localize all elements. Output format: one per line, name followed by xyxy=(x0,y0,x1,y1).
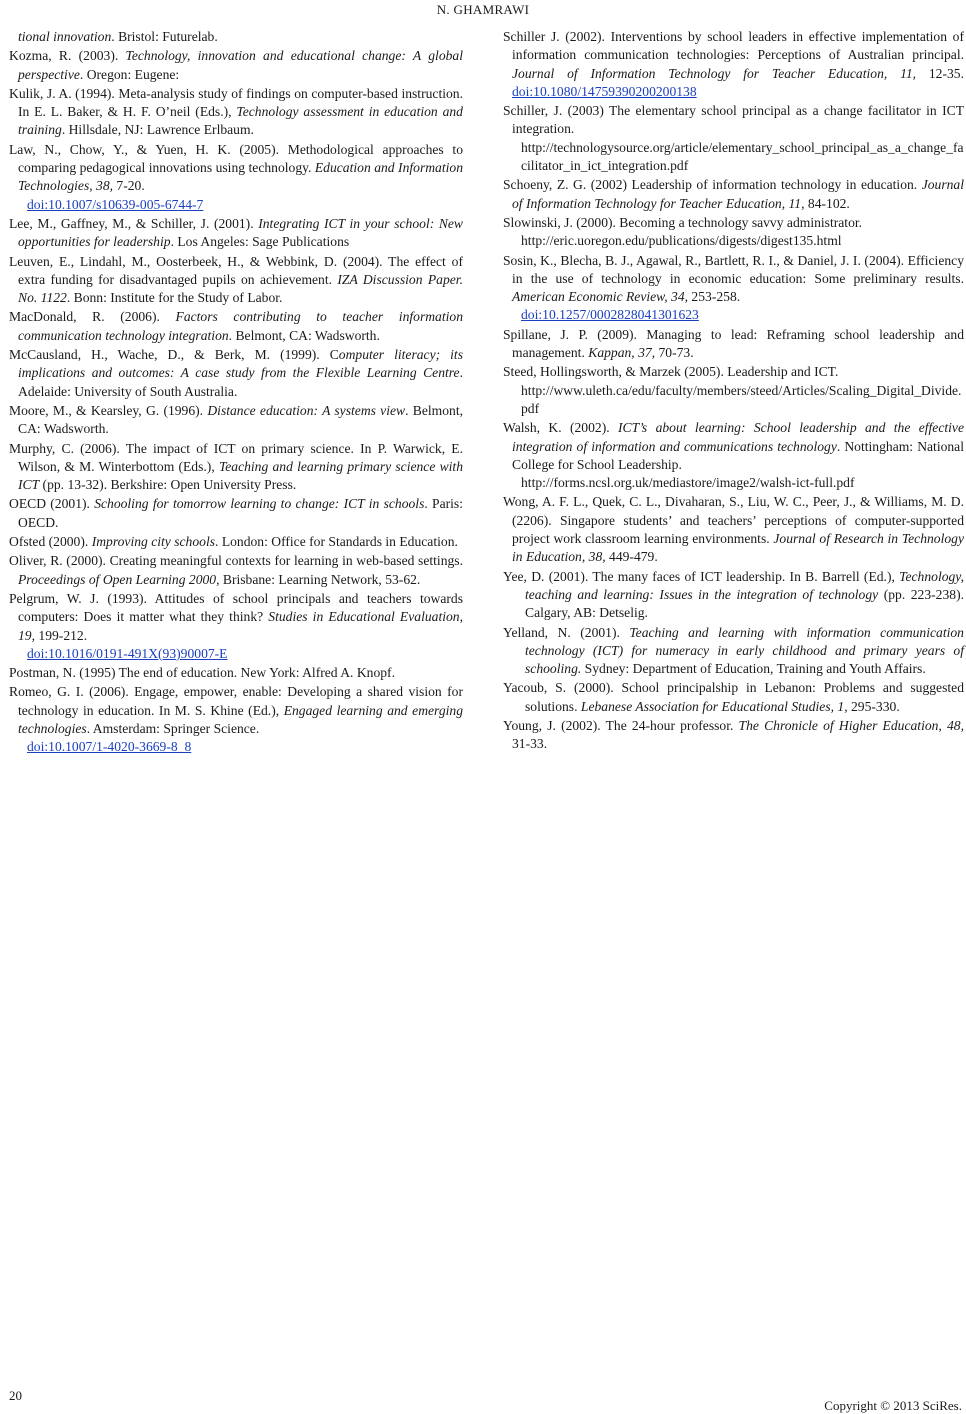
reference-italic-text: IZA Discussion Paper. No. 1122 xyxy=(18,271,463,306)
reference-text: Yelland, N. (2001). xyxy=(503,624,630,640)
reference-entry xyxy=(503,568,964,623)
references-right-column xyxy=(503,28,964,755)
reference-text: . Hillsdale, NJ: Lawrence Erlbaum. xyxy=(61,122,254,138)
reference-italic-text: tional innovation xyxy=(18,29,112,44)
reference-text: (pp. 223-238). Calgary, AB: Detselig. xyxy=(525,586,964,621)
reference-text: MacDonald, R. (2006). xyxy=(9,309,176,325)
reference-italic-text: Lebanese Association for Educational Studies, 1, xyxy=(580,698,848,714)
reference-italic-text: Factors contributing to teacher information communication technology integration xyxy=(18,309,463,343)
reference-text: 7-20. xyxy=(113,178,145,194)
reference-text: . Belmont, CA: Wadsworth. xyxy=(18,402,463,437)
doi-link[interactable]: doi:10.1007/s10639-005-6744-7 xyxy=(27,196,204,212)
reference-italic-text: Journal of Information Technology for Teacher Education, 11, xyxy=(512,177,964,211)
reference-italic-text: Education and Information Technologies, 38, xyxy=(18,160,463,194)
reference-text: Young, J. (2002). The 24-hour professor. xyxy=(503,717,739,733)
reference-text: Kozma, R. (2003). xyxy=(9,48,126,64)
reference-italic-text: Teaching and learning with information communication technology (ICT) for numeracy in early childhood and primary years of schooling. xyxy=(525,624,964,677)
reference-text: Slowinski, J. (2000). Becoming a technology savvy administrator. xyxy=(503,214,863,230)
reference-entry xyxy=(9,85,463,140)
reference-entry xyxy=(503,326,964,363)
doi-link[interactable]: doi:10.1016/0191-491X(93)90007-E xyxy=(27,645,228,661)
reference-text: Yacoub, S. (2000). School principalship in Lebanon: Problems and suggested solutions. xyxy=(503,680,964,714)
reference-italic-text: Teaching and learning primary science with ICT xyxy=(18,458,463,493)
reference-italic-text: Journal of Information Technology for Teacher Education, 11, xyxy=(512,65,917,81)
references-left-column xyxy=(9,28,463,758)
reference-entry xyxy=(503,363,964,418)
reference-italic-text: Engaged learning and emerging technologies xyxy=(18,702,463,736)
reference-italic-text: Technology, teaching and learning: Issues in the integration of technology xyxy=(525,568,964,602)
reference-text: Pelgrum, W. J. (1993). Attitudes of school principals and teachers towards computers: Does it matter what they think? xyxy=(9,590,463,625)
reference-text: . London: Office for Standards in Education. xyxy=(215,534,458,550)
reference-text: Moore, M., & Kearsley, G. (1996). xyxy=(9,402,208,418)
reference-entry xyxy=(9,495,463,532)
reference-url[interactable]: http://technologysource.org/article/elementary_school_principal_as_a_change_facilitator_in_ict_integration.pdf xyxy=(521,139,964,174)
reference-entry xyxy=(9,47,463,84)
reference-entry xyxy=(9,683,463,756)
reference-text: 199-212. xyxy=(35,627,88,643)
reference-text: Spillane, J. P. (2009). Managing to lead: Reframing school leadership and management. xyxy=(503,326,964,361)
reference-text: Romeo, G. I. (2006). Engage, empower, enable: Developing a shared vision for technology in education. In M. S. Khine (Ed.), xyxy=(9,684,463,718)
reference-text: . Adelaide: University of South Australia. xyxy=(18,365,463,399)
reference-text: 12-35. xyxy=(916,65,964,81)
reference-text: Leuven, E., Lindahl, M., Oosterbeek, H., & Webbink, D. (2004). The effect of extra funding for disadvantaged pupils on achievement. xyxy=(9,253,463,287)
reference-entry xyxy=(9,402,463,439)
reference-entry xyxy=(503,102,964,175)
reference-text: Oliver, R. (2000). Creating meaningful contexts for learning in web-based settings. xyxy=(9,553,463,569)
reference-entry xyxy=(9,533,463,551)
reference-text: Kulik, J. A. (1994). Meta-analysis study of findings on computer-based instruction. In E. L. Baker, & H. F. O’neil (Eds.), xyxy=(9,85,463,120)
reference-text: (pp. 13-32). Berkshire: Open University Press. xyxy=(39,477,297,493)
reference-italic-text: American Economic Review, 34, xyxy=(512,289,689,305)
reference-italic-text: Proceedings of Open Learning 2000 xyxy=(18,571,217,587)
reference-text: Schiller J. (2002). Interventions by school leaders in effective implementation of information communication technologies: Perceptions of Australian principal. xyxy=(503,29,964,63)
reference-entry xyxy=(503,28,964,101)
reference-italic-text: omputer literacy; its implications and outcomes: A case study from the Flexible Learning Centre xyxy=(18,347,463,381)
reference-text: Lee, M., Gaffney, M., & Schiller, J. (2001). xyxy=(9,215,259,231)
reference-entry xyxy=(503,679,964,716)
reference-url[interactable]: http://forms.ncsl.org.uk/mediastore/image2/walsh-ict-full.pdf xyxy=(521,475,855,491)
reference-text: . Bonn: Institute for the Study of Labor. xyxy=(66,290,283,306)
reference-text: 449-479. xyxy=(605,549,658,565)
reference-text: 253-258. xyxy=(688,289,741,305)
reference-entry xyxy=(503,419,964,492)
reference-italic-text: Journal of Research in Technology in Education, 38, xyxy=(512,531,964,565)
reference-text: OECD (2001). xyxy=(9,496,95,512)
reference-italic-text: ICT’s about learning: School leadership and the effective integration of information and communications technology xyxy=(512,420,964,454)
reference-italic-text: The Chronicle of Higher Education, 48, xyxy=(738,717,964,733)
reference-url[interactable]: http://eric.uoregon.edu/publications/digests/digest135.html xyxy=(521,233,842,249)
reference-text: Postman, N. (1995) The end of education. New York: Alfred A. Knopf. xyxy=(9,665,395,681)
reference-italic-text: Improving city schools xyxy=(91,534,216,550)
reference-entry xyxy=(9,346,463,401)
reference-entry xyxy=(503,493,964,566)
reference-text: McCausland, H., Wache, D., & Berk, M. (1999). C xyxy=(9,347,339,363)
doi-link[interactable]: doi:10.1007/1-4020-3669-8_8 xyxy=(27,739,192,755)
reference-entry xyxy=(9,590,463,663)
reference-entry xyxy=(503,252,964,325)
reference-text: . Belmont, CA: Wadsworth. xyxy=(228,327,380,343)
running-head: N. GHAMRAWI xyxy=(436,2,530,17)
reference-entry xyxy=(503,176,964,213)
reference-italic-text: Integrating ICT in your school: New opportunities for leadership xyxy=(18,215,463,250)
reference-text: . Paris: OECD. xyxy=(18,496,464,530)
reference-text: Schiller, J. (2003) The elementary school principal as a change facilitator in ICT integration. xyxy=(503,103,964,137)
reference-text: Steed, Hollingsworth, & Marzek (2005). Leadership and ICT. xyxy=(503,364,839,380)
reference-entry xyxy=(9,28,463,46)
reference-text: , Brisbane: Learning Network, 53-62. xyxy=(216,571,421,587)
copyright-notice: Copyright © 2013 SciRes. xyxy=(824,1398,962,1413)
reference-text: . Amsterdam: Springer Science. xyxy=(86,720,260,736)
reference-text: 295-330. xyxy=(847,698,900,714)
reference-text: Ofsted (2000). xyxy=(9,534,92,550)
reference-entry xyxy=(9,215,463,252)
reference-text: Yee, D. (2001). The many faces of ICT leadership. In B. Barrell (Ed.), xyxy=(503,568,900,584)
doi-link[interactable]: doi:10.1080/14759390200200138 xyxy=(512,83,697,99)
reference-text: Sydney: Department of Education, Training and Youth Affairs. xyxy=(581,661,926,677)
reference-entry xyxy=(9,664,463,682)
reference-entry xyxy=(9,440,463,495)
reference-italic-text: Studies in Educational Evaluation, 19, xyxy=(18,609,463,643)
reference-text: Murphy, C. (2006). The impact of ICT on primary science. In P. Warwick, E. Wilson, & M. Winterbottom (Eds.), xyxy=(9,440,463,474)
reference-text: Schoeny, Z. G. (2002) Leadership of information technology in education. xyxy=(503,177,922,193)
reference-text: Wong, A. F. L., Quek, C. L., Divaharan, S., Liu, W. C., Peer, J., & Williams, M. D. (2206). Singapore students’ and teachers’ perceptions of computer-supported project work classroom learning environments. xyxy=(503,494,964,547)
reference-text: . Oregon: Eugene: xyxy=(79,66,180,82)
reference-text: . Nottingham: National College for School Leadership. xyxy=(512,438,964,472)
reference-italic-text: Technology assessment in education and training xyxy=(18,104,463,138)
reference-text: Sosin, K., Blecha, B. J., Agawal, R., Bartlett, R. I., & Daniel, J. I. (2004). Efficiency in the use of technology in economic education: Some preliminary results. xyxy=(503,252,964,286)
reference-entry xyxy=(503,717,964,754)
reference-entry xyxy=(503,214,964,251)
reference-text: Walsh, K. (2002). xyxy=(503,420,618,436)
reference-text: . Los Angeles: Sage Publications xyxy=(170,234,350,250)
reference-italic-text: Distance education: A systems view xyxy=(207,402,406,418)
reference-entry xyxy=(503,624,964,679)
reference-text: 84-102. xyxy=(804,195,850,211)
reference-url[interactable]: http://www.uleth.ca/edu/faculty/members/steed/Articles/Scaling_Digital_Divide.pdf xyxy=(521,382,962,416)
page-number: 20 xyxy=(9,1388,22,1403)
reference-italic-text: Schooling for tomorrow learning to change: ICT in schools xyxy=(94,496,425,512)
reference-entry xyxy=(9,141,463,214)
reference-entry xyxy=(9,253,463,308)
reference-text: 70-73. xyxy=(655,345,694,361)
reference-italic-text: Kappan, 37, xyxy=(588,345,656,361)
reference-text: Law, N., Chow, Y., & Yuen, H. K. (2005). Methodological approaches to comparing pedagogical innovations using technology. xyxy=(9,141,463,176)
doi-link[interactable]: doi:10.1257/0002828041301623 xyxy=(521,307,699,323)
reference-text: 31-33. xyxy=(512,736,548,752)
reference-entry xyxy=(9,308,463,345)
reference-text: . Bristol: Futurelab. xyxy=(111,29,218,44)
reference-italic-text: Technology, innovation and educational change: A global perspective xyxy=(18,48,463,82)
reference-entry xyxy=(9,552,463,589)
